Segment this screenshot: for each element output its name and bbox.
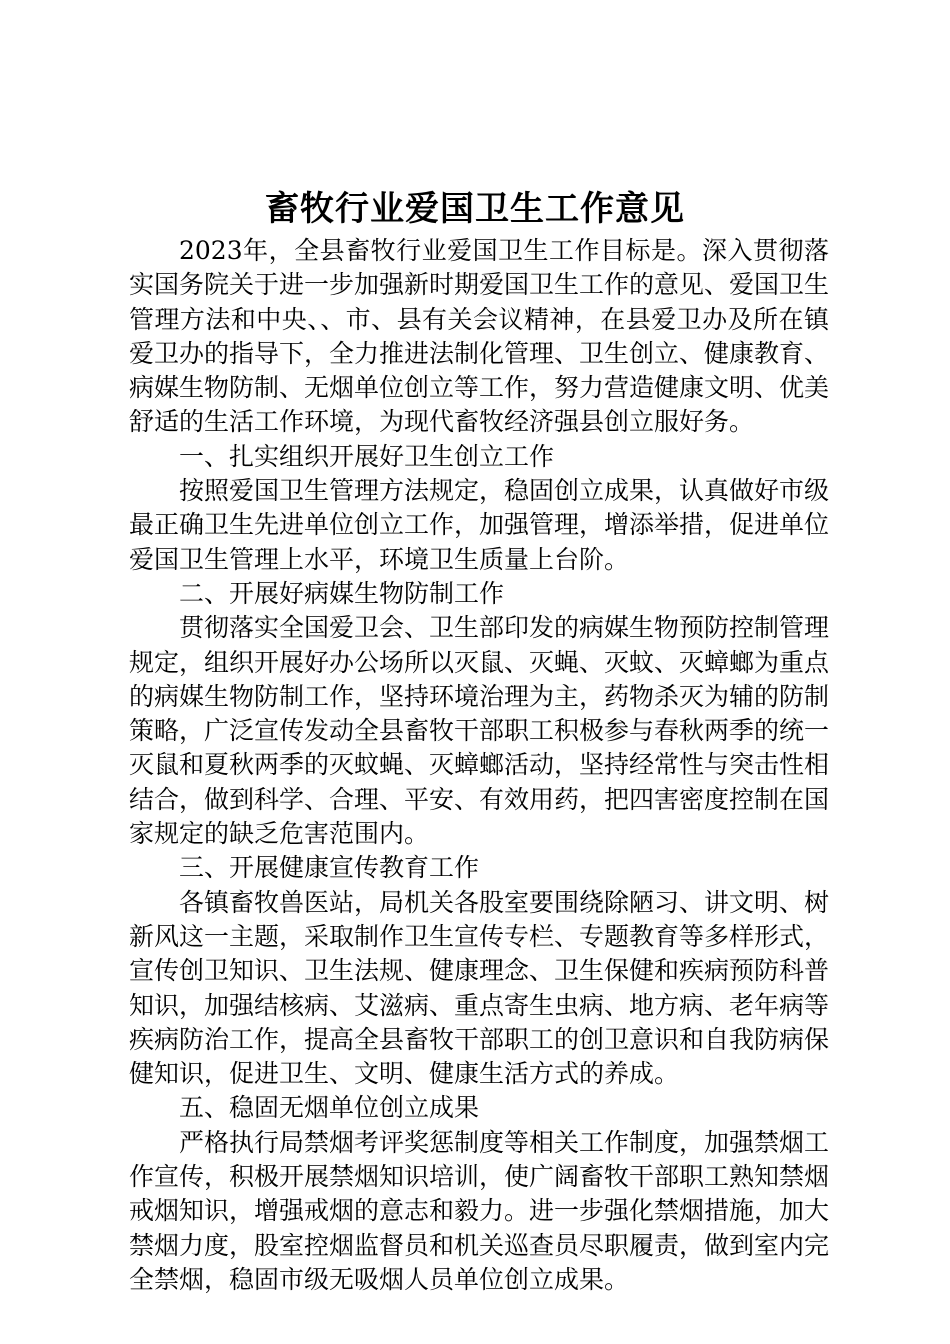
body-paragraph: 严格执行局禁烟考评奖惩制度等相关工作制度，加强禁烟工作宣传，积极开展禁烟知识培训，使广阔畜牧干部职工熟知禁烟戒烟知识，增强戒烟的意志和毅力。进一步强化禁烟措施，加大禁烟力度，股室控烟监督员和机关巡查员尽职履责，做到室内完全禁烟，稳固市级无吸烟人员单位创立成果。 [129, 1127, 830, 1294]
document-title: 畜牧行业爱国卫生工作意见 [265, 189, 685, 229]
body-paragraph: 各镇畜牧兽医站，局机关各股室要围绕除陋习、讲文明、树新风这一主题，采取制作卫生宣传专栏、专题教育等多样形式，宣传创卫知识、卫生法规、健康理念、卫生保健和疾病预防科普知识，加强结核病、艾滋病、重点寄生虫病、地方病、老年病等疾病防治工作，提高全县畜牧干部职工的创卫意识和自我防病保健知识，促进卫生、文明、健康生活方式的养成。 [129, 887, 830, 1089]
body-paragraph: 按照爱国卫生管理方法规定，稳固创立成果，认真做好市级最正确卫生先进单位创立工作，加强管理，增添举措，促进单位爱国卫生管理上水平，环境卫生质量上台阶。 [129, 476, 830, 574]
section-heading: 三、开展健康宣传教育工作 [179, 853, 480, 883]
document-body [129, 234, 829, 1297]
section-heading: 二、开展好病媒生物防制工作 [179, 578, 505, 608]
intro-paragraph: 2023年，全县畜牧行业爱国卫生工作目标是。深入贯彻落实国务院关于进一步加强新时期爱国卫生工作的意见、爱国卫生管理方法和中央、、市、县有关会议精神，在县爱卫办及所在镇爱卫办的指导下，全力推进法制化管理、卫生创立、健康教育、病媒生物防制、无烟单位创立等工作，努力营造健康文明、优美舒适的生活工作环境，为现代畜牧经济强县创立服好务。 [129, 236, 830, 437]
section-heading: 一、扎实组织开展好卫生创立工作 [179, 441, 555, 471]
body-paragraph: 贯彻落实全国爱卫会、卫生部印发的病媒生物预防控制管理规定，组织开展好办公场所以灭鼠、灭蝇、灭蚊、灭蟑螂为重点的病媒生物防制工作，坚持环境治理为主，药物杀灭为辅的防制策略，广泛宣传发动全县畜牧干部职工积极参与春秋两季的统一灭鼠和夏秋两季的灭蚊蝇、灭蟑螂活动，坚持经常性与突击性相结合，做到科学、合理、平安、有效用药，把四害密度控制在国家规定的缺乏危害范围内。 [129, 613, 830, 849]
section-heading: 五、稳固无烟单位创立成果 [179, 1093, 480, 1123]
